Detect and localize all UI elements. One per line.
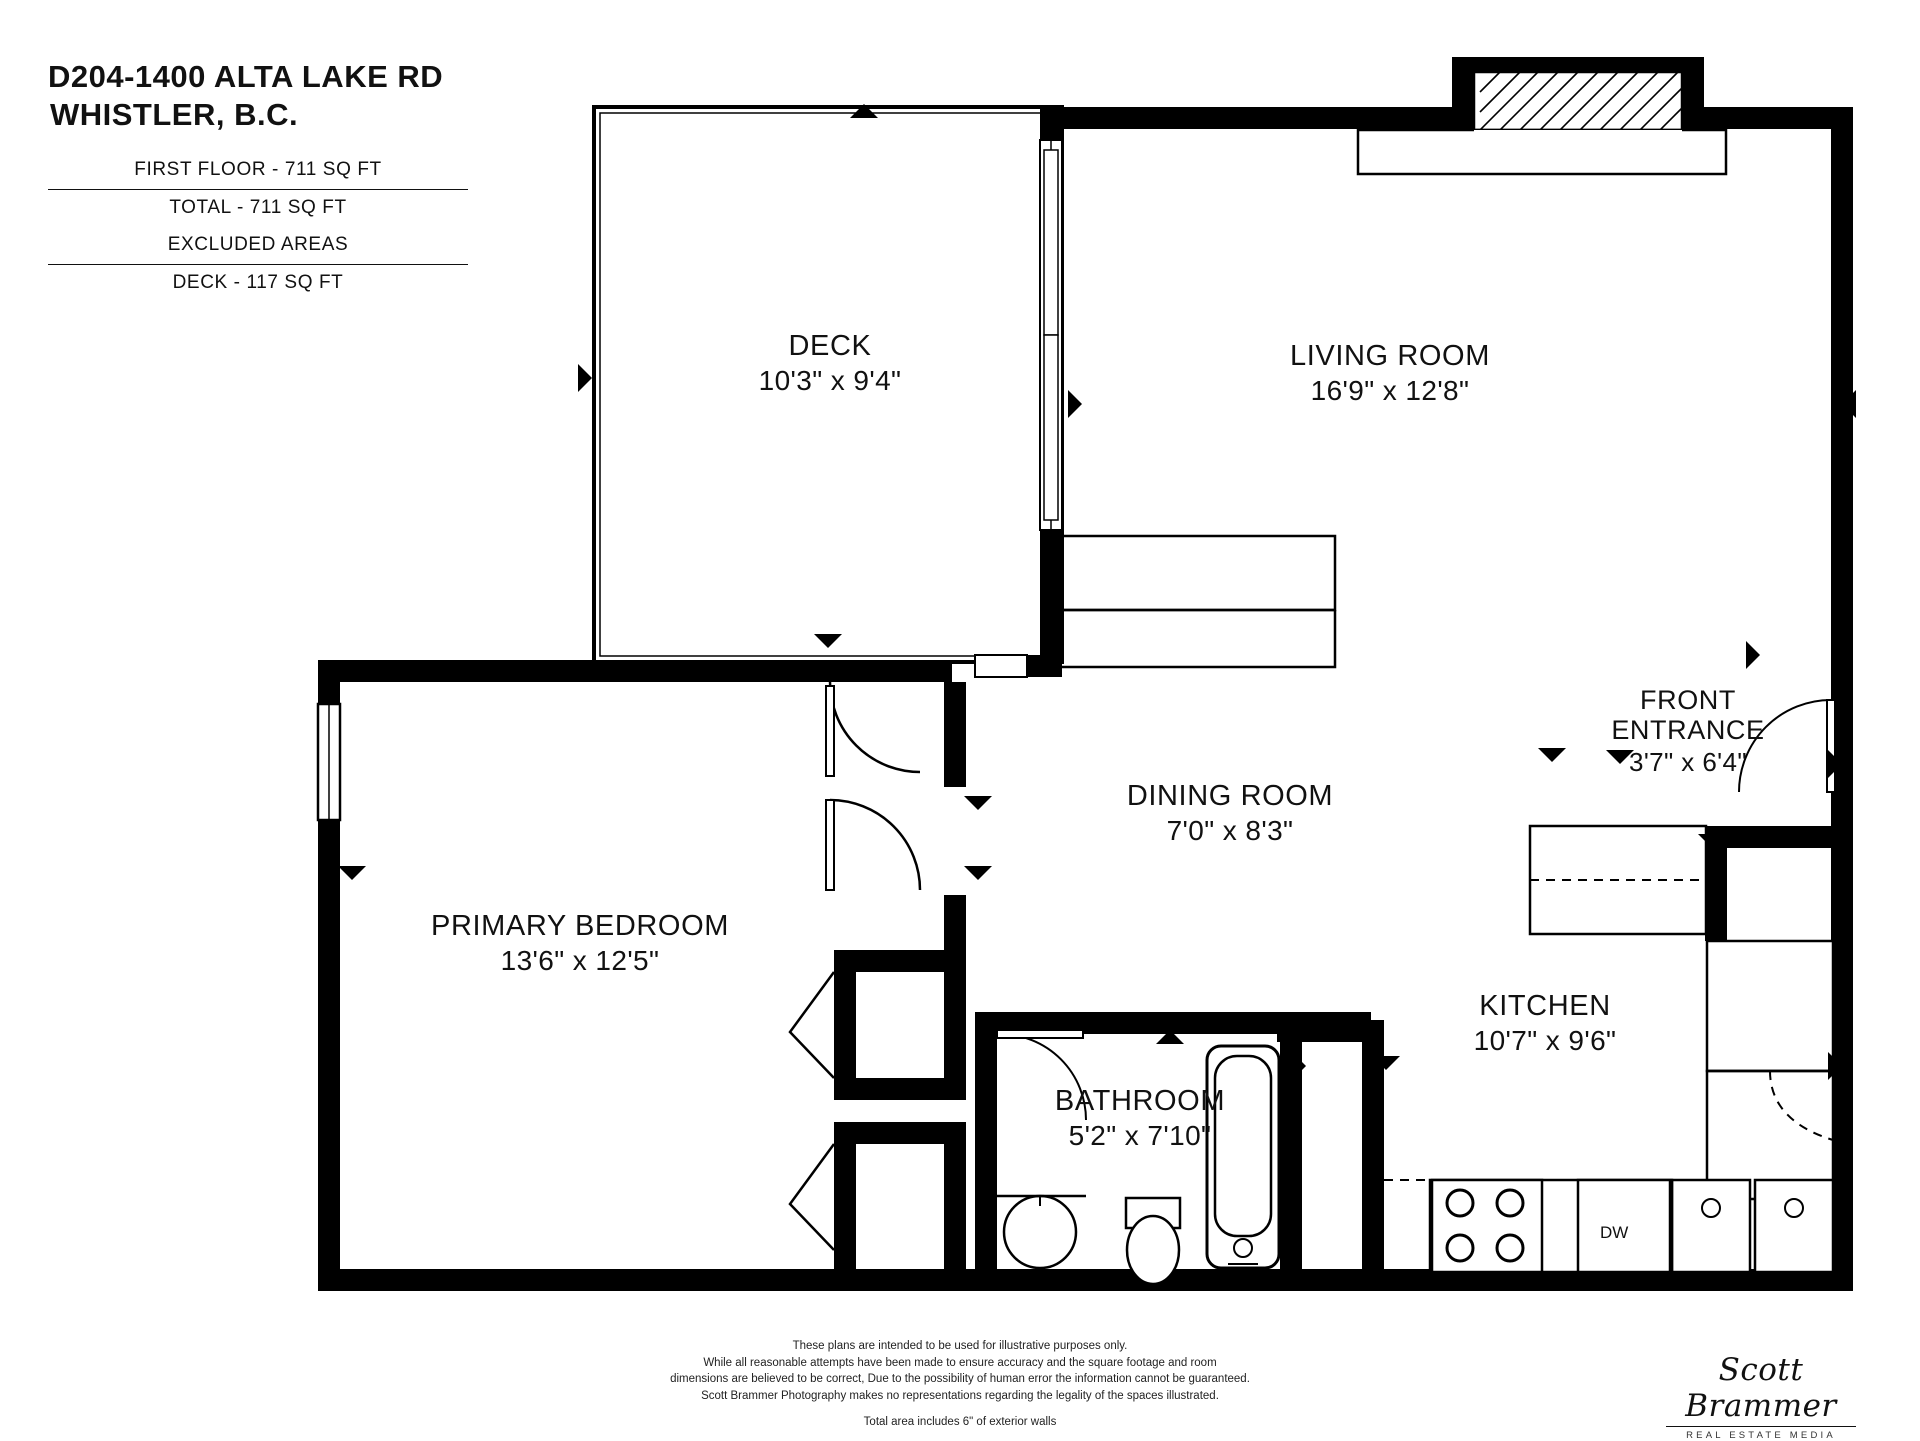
- room-name-kitchen: KITCHEN: [1479, 990, 1611, 1022]
- room-name-primary-bedroom: PRIMARY BEDROOM: [431, 910, 729, 942]
- disclaimer-line-2: While all reasonable attempts have been made to ensure accuracy and the square footage and room: [703, 1356, 1217, 1369]
- bedroom-closets: [790, 950, 966, 1269]
- sliding-door-deck: [1040, 140, 1062, 530]
- room-label-kitchen: [1400, 990, 1690, 1057]
- bathroom-sink: [1004, 1196, 1076, 1268]
- room-label-front-entrance: [1538, 685, 1838, 778]
- room-name-bathroom: BATHROOM: [1054, 1085, 1226, 1117]
- bedroom-window: [318, 704, 340, 820]
- room-name-front-entrance-line1: FRONT: [1640, 685, 1736, 715]
- room-label-primary-bedroom: [360, 910, 800, 977]
- room-name-living-room: LIVING ROOM: [1290, 340, 1490, 372]
- toilet: [1126, 1198, 1180, 1284]
- room-dims-front-entrance: 3'7" x 6'4": [1628, 747, 1748, 778]
- logo-divider: [1666, 1426, 1856, 1427]
- page-title-line1: D204-1400 ALTA LAKE RD: [48, 59, 444, 94]
- room-dims-kitchen: 10'7" x 9'6": [1473, 1025, 1617, 1057]
- area-deck: DECK - 117 SQ FT: [172, 271, 344, 293]
- room-dims-deck: 10'3" x 9'4": [758, 365, 902, 397]
- deck-door: [975, 655, 1027, 677]
- room-label-living-room: [1180, 340, 1600, 407]
- dishwasher: [1578, 1180, 1670, 1272]
- room-dims-primary-bedroom: 13'6" x 12'5": [500, 945, 660, 977]
- room-name-front-entrance-line2: ENTRANCE: [1611, 715, 1765, 746]
- disclaimer-line-5: Total area includes 6" of exterior walls: [863, 1415, 1057, 1428]
- title-block: [48, 58, 568, 302]
- svg-text:DW: DW: [1600, 1223, 1629, 1242]
- disclaimer-line-3: dimensions are believed to be correct, Due to the possibility of human error the information cannot be guaranteed.: [670, 1373, 1250, 1386]
- room-dims-bathroom: 5'2" x 7'10": [1068, 1120, 1212, 1152]
- room-name-dining-room: DINING ROOM: [1126, 780, 1334, 812]
- area-excluded-heading: EXCLUDED AREAS: [48, 227, 468, 265]
- room-label-deck: [690, 330, 970, 397]
- disclaimer-line-1: These plans are intended to be used for illustrative purposes only.: [792, 1340, 1128, 1352]
- bedroom-doors: [826, 682, 966, 955]
- room-dims-living-room: 16'9" x 12'8": [1310, 375, 1470, 407]
- disclaimer-block: [0, 1338, 1920, 1430]
- page-title-line2: WHISTLER, B.C.: [50, 96, 299, 132]
- area-first-floor: FIRST FLOOR - 711 SQ FT: [48, 152, 468, 190]
- room-dims-dining-room: 7'0" x 8'3": [1166, 815, 1294, 847]
- room-name-deck: DECK: [788, 330, 872, 362]
- room-label-bathroom: [1000, 1085, 1280, 1152]
- logo-tagline: REAL ESTATE MEDIA: [1686, 1430, 1836, 1441]
- bathtub: [1207, 1046, 1279, 1268]
- brand-logo: [1646, 1352, 1876, 1441]
- living-room-step: [1062, 536, 1335, 667]
- disclaimer-line-4: Scott Brammer Photography makes no representations regarding the legality of the spaces illustrated.: [701, 1390, 1219, 1403]
- area-total: TOTAL - 711 SQ FT: [169, 196, 347, 218]
- room-label-dining-room: [1040, 780, 1420, 847]
- area-summary-list: [48, 152, 468, 302]
- stove: [1432, 1180, 1542, 1272]
- logo-wordmark: Scott Brammer: [1685, 1352, 1837, 1424]
